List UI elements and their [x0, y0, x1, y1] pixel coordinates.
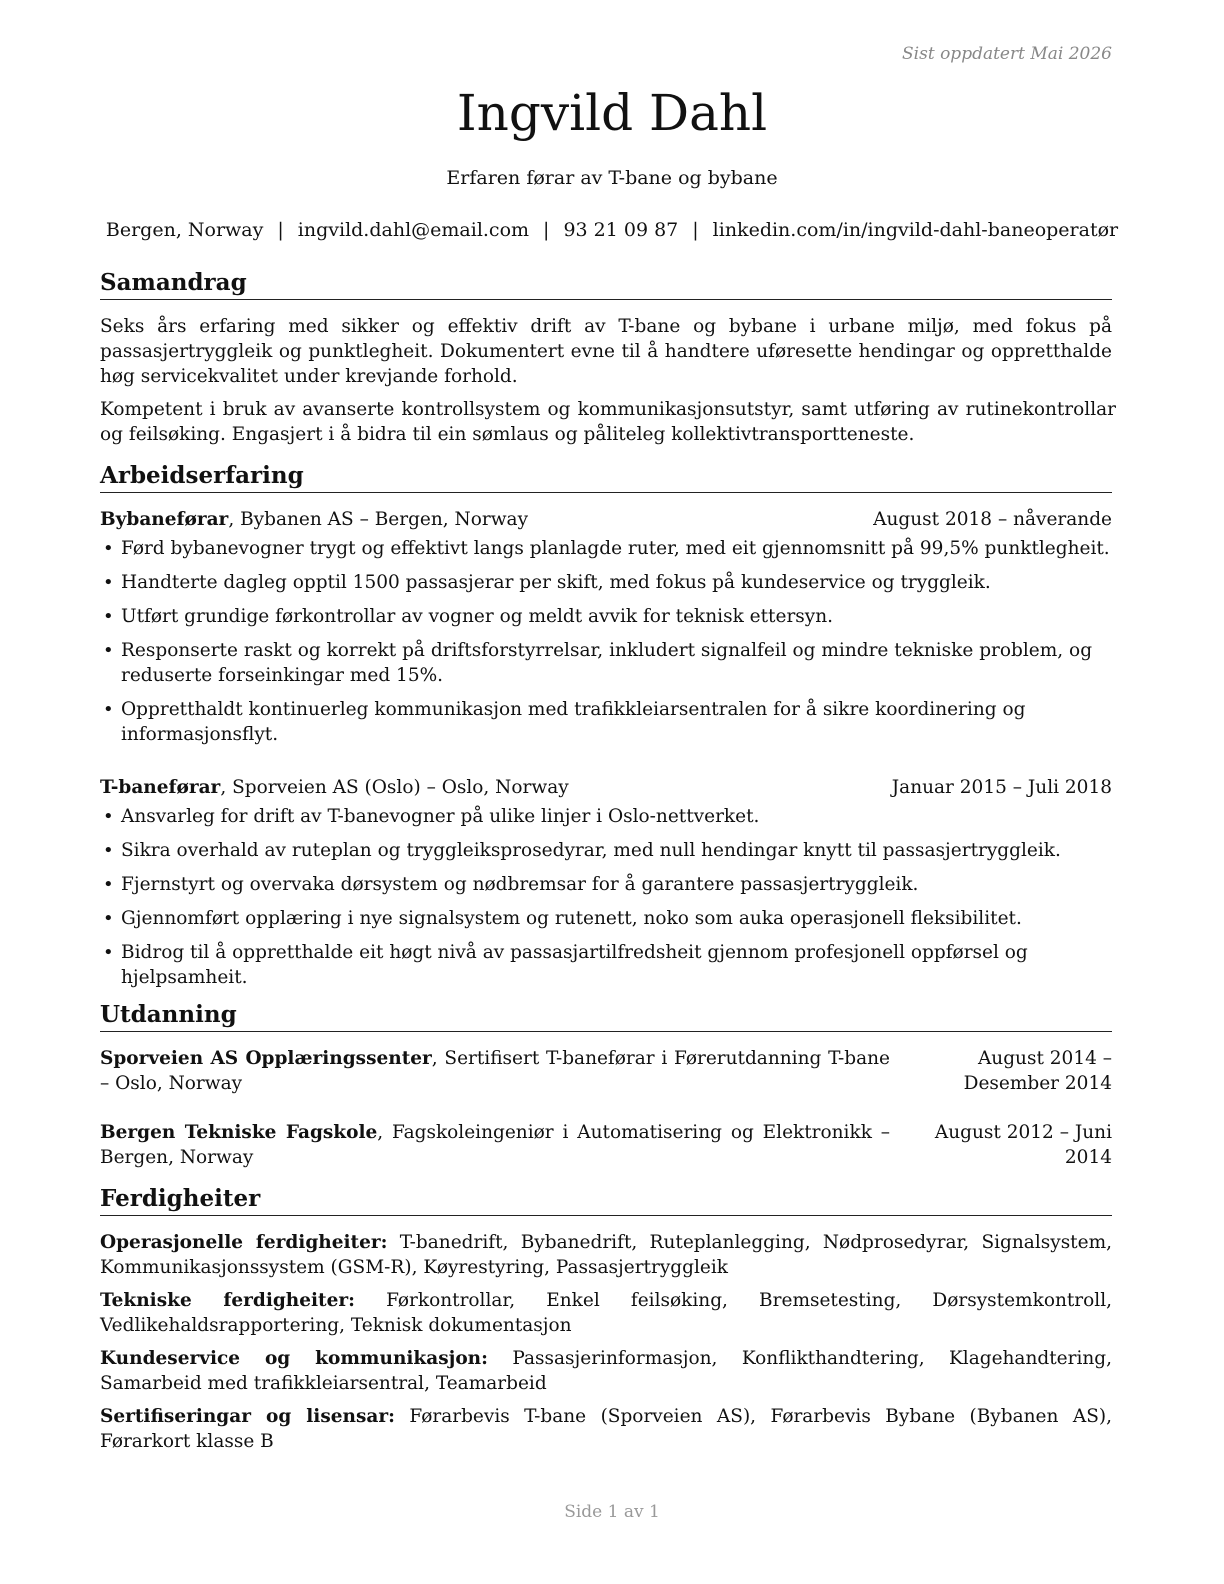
- job-employer: , Bybanen AS – Bergen, Norway: [228, 509, 529, 530]
- section-heading-skills: Ferdigheiter: [100, 1184, 1112, 1216]
- last-updated: Sist oppdatert Mai 2026: [902, 44, 1112, 64]
- list-item: • Responserte raskt og korrekt på driftsforstyrrelsar, inkludert signalfeil og mindre tekniske problem, og reduserte forseinkingar med 15%.: [100, 638, 1112, 688]
- education-entry: [100, 1046, 1112, 1096]
- job-dates: August 2018 – nåverande: [873, 509, 1112, 530]
- contact-separator: |: [543, 219, 550, 241]
- contact-line: [0, 219, 1224, 241]
- education-school: Bergen Tekniske Fagskole: [100, 1122, 378, 1143]
- section-heading-summary: Samandrag: [100, 268, 1112, 300]
- contact-separator: |: [277, 219, 284, 241]
- skill-line: [100, 1346, 1112, 1396]
- contact-separator: |: [692, 219, 699, 241]
- skill-values: T-banedrift, Bybanedrift, Ruteplanlegging, Nødprosedyrar, Signalsystem, Kommunikasjonssystem (GSM-R), Køyrestyring, Passasjertryggleik: [100, 1232, 1112, 1278]
- skill-values: Førarbevis T-bane (Sporveien AS), Førarbevis Bybane (Bybanen AS), Førarkort klasse B: [100, 1406, 1112, 1452]
- education-dates: August 2012 – Juni 2014: [934, 1122, 1112, 1168]
- skill-label: Sertifiseringar og lisensar:: [100, 1406, 395, 1427]
- contact-phone: 93 21 09 87: [563, 219, 679, 241]
- education-dates: August 2014 – Desember 2014: [963, 1048, 1112, 1094]
- skill-line: [100, 1404, 1112, 1454]
- summary-paragraph: Kompetent i bruk av avanserte kontrollsystem og kommunikasjonsutstyr, samt utføring av rutinekontrollar og feilsøking. Engasjert i å bidra til ein sømlaus og påliteleg kollektivtransportteneste.: [100, 399, 1116, 445]
- skill-label: Kundeservice og kommunikasjon:: [100, 1348, 488, 1369]
- job-bullets: [100, 804, 1112, 990]
- job-title: T-baneførar: [100, 777, 221, 798]
- education-school: Sporveien AS Opplæringssenter: [100, 1048, 432, 1069]
- section-heading-experience: Arbeidserfaring: [100, 461, 1112, 493]
- education-detail: , Sertifisert T-baneførar i Førerutdanning T-bane – Oslo, Norway: [100, 1048, 891, 1094]
- job-employer: , Sporveien AS (Oslo) – Oslo, Norway: [220, 777, 569, 798]
- skill-values: Passasjerinformasjon, Konflikthandtering, Klagehandtering, Samarbeid med trafikkleiarsentral, Teamarbeid: [100, 1348, 1113, 1394]
- education-detail: , Fagskoleingeniør i Automatisering og Elektronikk – Bergen, Norway: [100, 1122, 891, 1168]
- job-header: [100, 775, 1112, 800]
- skill-label: Tekniske ferdigheiter:: [100, 1290, 355, 1311]
- list-item: • Handterte dagleg opptil 1500 passasjerar per skift, med fokus på kundeservice og tryggleik.: [100, 570, 1112, 595]
- page-number: Side 1 av 1: [564, 1502, 660, 1522]
- list-item: • Førd bybanevogner trygt og effektivt langs planlagde ruter, med eit gjennomsnitt på 99,5% punktlegheit.: [100, 536, 1112, 561]
- skill-line: [100, 1230, 1112, 1280]
- job-dates: Januar 2015 – Juli 2018: [891, 777, 1112, 798]
- candidate-name: Ingvild Dahl: [456, 84, 768, 142]
- job-header: [100, 507, 1112, 532]
- skill-values: Førkontrollar, Enkel feilsøking, Bremsetesting, Dørsystemkontroll, Vedlikehaldsrapportering, Teknisk dokumentasjon: [100, 1290, 1112, 1336]
- list-item: • Utført grundige førkontrollar av vogner og meldt avvik for teknisk ettersyn.: [100, 604, 1112, 629]
- contact-email[interactable]: ingvild.dahl@email.com: [297, 219, 530, 241]
- skill-line: [100, 1288, 1112, 1338]
- list-item: • Oppretthaldt kontinuerleg kommunikasjon med trafikkleiarsentralen for å sikre koordinering og informasjonsflyt.: [100, 697, 1112, 747]
- list-item: • Gjennomført opplæring i nye signalsystem og rutenett, noko som auka operasjonell fleksibilitet.: [100, 906, 1112, 931]
- job-bullets: [100, 536, 1112, 747]
- contact-linkedin[interactable]: linkedin.com/in/ingvild-dahl-baneoperatør: [712, 219, 1119, 241]
- list-item: • Sikra overhald av ruteplan og tryggleiksprosedyrar, med null hendingar knytt til passasjertryggleik.: [100, 838, 1112, 863]
- resume-body: [100, 268, 1116, 1454]
- section-heading-education: Utdanning: [100, 1000, 1112, 1032]
- contact-location: Bergen, Norway: [105, 219, 264, 241]
- list-item: • Bidrog til å oppretthalde eit høgt nivå av passasjartilfredsheit gjennom profesjonell oppførsel og hjelpsamheit.: [100, 940, 1112, 990]
- summary-paragraph: Seks års erfaring med sikker og effektiv drift av T-bane og bybane i urbane miljø, med fokus på passasjertryggleik og punktlegheit. Dokumentert evne til å handtere uføresette hendingar og oppretthalde høg servicekvalitet under krevjande forhold.: [100, 316, 1112, 387]
- education-entry: [100, 1120, 1112, 1170]
- candidate-subtitle: Erfaren førar av T-bane og bybane: [446, 167, 778, 189]
- job-title: Bybaneførar: [100, 509, 229, 530]
- list-item: • Ansvarleg for drift av T-banevogner på ulike linjer i Oslo-nettverket.: [100, 804, 1112, 829]
- list-item: • Fjernstyrt og overvaka dørsystem og nødbremsar for å garantere passasjertryggleik.: [100, 872, 1112, 897]
- skill-label: Operasjonelle ferdigheiter:: [100, 1232, 388, 1253]
